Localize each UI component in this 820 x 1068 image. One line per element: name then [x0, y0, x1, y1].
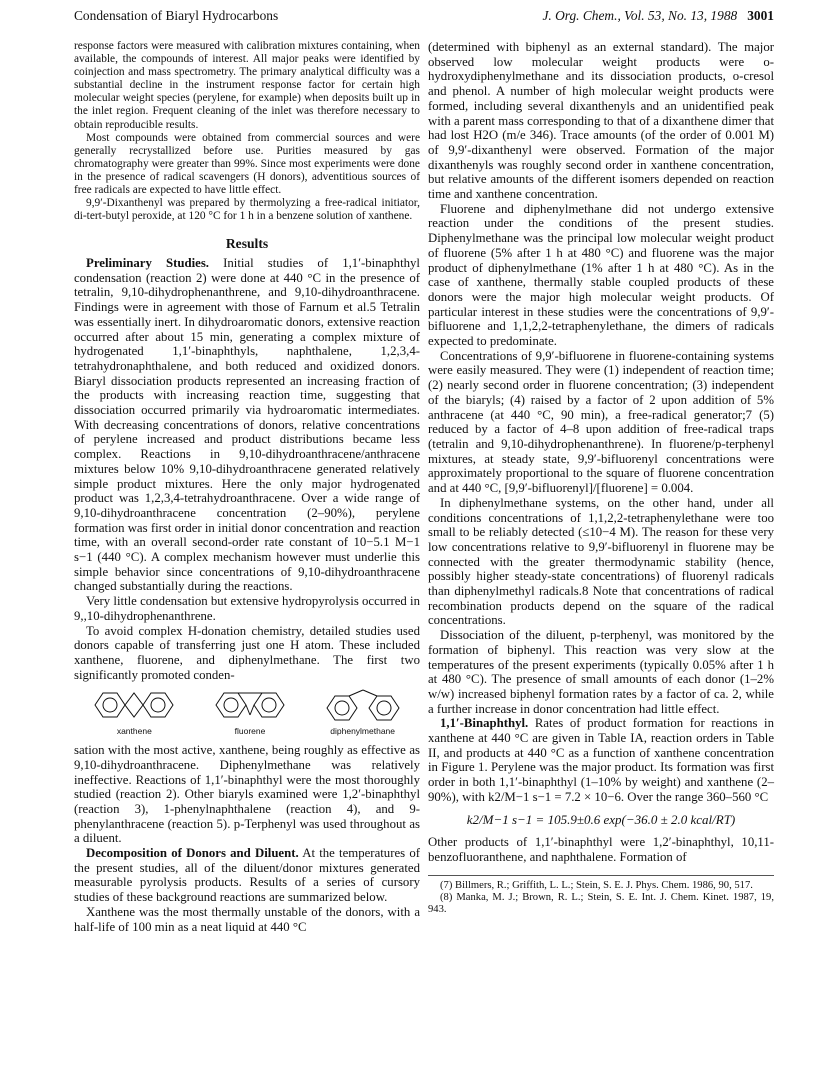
paragraph: Very little condensation but extensive hydropyrolysis occurred in 9,,10-dihydrophenanthrene. [74, 594, 420, 623]
paragraph: Dissociation of the diluent, p-terphenyl, was monitored by the formation of biphenyl. This reaction was very slow at the temperatures of the present experiments (typically 0.05% after 1 h at 480 °C). The presence of small amounts of each donor (1–2% w/w) increased biphenyl formation rates by a factor of ca. 2, while a further increase in donor concentration had little effect. [428, 628, 774, 716]
runin-heading: Preliminary Studies. [86, 256, 209, 271]
paragraph: Other products of 1,1′-binaphthyl were 1,2′-binaphthyl, 10,11-benzofluoranthene, and naphthalene. Formation of [428, 835, 774, 864]
paragraph: Xanthene was the most thermally unstable of the donors, with a half-life of 100 min as a neat liquid at 440 °C [74, 904, 420, 934]
page-number: 3001 [747, 8, 774, 23]
structure-label: fluorene [234, 726, 266, 737]
diphenylmethane-diagram [323, 688, 403, 722]
paragraph: 9,9′-Dixanthenyl was prepared by thermolyzing a free-radical initiator, di-tert-butyl peroxide, at 120 °C for 1 h in a benzene solution of xanthene. [74, 197, 420, 223]
paragraph-decomposition: Decomposition of Donors and Diluent. At the temperatures of the present studies, all of the diluent/donor mixtures generated measurable pyrolysis products. Results of a series of cursory studies of these background reactions are summarized below. [74, 846, 420, 905]
section-heading-results: Results [225, 236, 269, 252]
fluorene-structure [212, 688, 288, 739]
fluorene-diagram [212, 688, 288, 722]
paragraph: Concentrations of 9,9′-bifluorene in fluorene-containing systems were easily measured. They were (1) independent of reaction time; (2) nearly second order in fluorene concentration; (3) independent of the biaryls; (4) raised by a factor of 2 upon addition of 5% anthracene (at 440 °C, 90 min), a free-radical generator;7 (5) reduced by a factor of 4–8 upon addition of free-radical traps (tetralin and 9,10-dihydrophenanthrene). In fluorene/p-terphenyl mixtures, at steady state, 9,9′-bifluorenyl concentrations were approximately proportional to the square of fluorene concentration and at 440 °C, [9,9′-bifluorenyl]/[fluorene] = 0.004. [428, 348, 774, 496]
paragraph: Most compounds were obtained from commercial sources and were generally recrystallized before use. Purities measured by gas chromatography were greater than 99%. Since most experiments were done in the presence of radical scavengers (H donors), adventitious sources of free radicals are expected to have little effect. [74, 131, 420, 197]
paragraph-preliminary: Preliminary Studies. Initial studies of 1,1′-binaphthyl condensation (reaction 2) were done at 440 °C in the presence of tetralin, 9,10-dihydrophenanthrene, and 9,10-dihydroanthracene. Findings were in agreement with those of Farnum et al.5 Tetralin was essentially inert. In dihydroaromatic donors, extensive reaction occurred after about 15 min, generating a complex mixture of hydrogenated 1,1′-binaphthyls, naphthalene, 1,2,3,4-tetrahydronaphthalene, and both reduced and oxidized donors. Biaryl dissociation products represented an increasing fraction of the products with increasing reaction time, suggesting that dissociation occurred primarily via hydroaromatic intermediates. With decreasing concentrations of donors, relative concentrations of perylene increased and product distributions became less complex. Reactions in 9,10-dihydroanthracene/anthracene mixtures below 10% 9,10-dihydroanthracene generated relatively simple product mixtures. Here the only major hydrogenated product was 1,2,3,4-tetrahydroanthracene. Over a wide range of 9,10-dihydroanthracene concentration (2–90%), perylene formation was first order in initial donor concentration and reaction time, with an overall second-order rate constant of 10−5.1 M−1 s−1 (440 °C). A complex mechanism however must underlie this simple behavior since concentrations of 9,10-dihydroanthracene changed substantially during the reactions. [74, 256, 420, 594]
left-column [74, 40, 420, 934]
structure-label: diphenylmethane [330, 726, 396, 737]
running-header [74, 8, 774, 26]
runin-heading: Decomposition of Donors and Diluent. [86, 846, 299, 861]
donor-structures [74, 688, 420, 739]
paragraph-binaphthyl: 1,1′-Binaphthyl. Rates of product formation for reactions in xanthene at 440 °C are given in Table IA, reaction orders in Table II, and products at 440 °C as a function of xanthene concentration in Figure 1. Perylene was the major product. Its formation was first order in both 1,1′-binaphthyl (1–10% by weight) and xanthene (2–90%), with k2/M−1 s−1 = 7.2 × 10−6. Over the range 360–560 °C [428, 716, 775, 804]
structure-label: xanthene [116, 726, 152, 737]
paragraph: Fluorene and diphenylmethane did not undergo extensive reaction under the conditions of the present studies. Diphenylmethane was the principal low molecular weight product of fluorene (5% after 1 h at 480 °C) and fluorene was the major product of diphenylmethane (1% after 1 h at 480 °C). As in the case of xanthene, thermally stable coupled products of these donors were the major high molecular weight products. Of particular interest in these studies were the concentrations of 9,9′-bifluorene and 1,1,2,2-tetraphenylethane, the dimers of radicals expected to predominate. [428, 201, 774, 349]
paragraph: response factors were measured with calibration mixtures containing, when available, the compounds of interest. All major peaks were identified by coinjection and mass spectrometry. The primary analytical difficulty was a substantial decline in the instrument response factor for certain high molecular weight species (perylene, for example) when deposits built up in the inlet region. Frequent cleaning of the inlet was therefore necessary to obtain reproducible results. [74, 40, 420, 131]
right-column [428, 40, 774, 917]
runin-heading: 1,1′-Binaphthyl. [440, 716, 529, 731]
xanthene-diagram [91, 688, 177, 722]
paragraph: sation with the most active, xanthene, being roughly as effective as 9,10-dihydroanthracene. Diphenylmethane was relatively ineffective. Reactions of 1,1′-binaphthyl were the most thoroughly studied (reaction 2). Other biaryls examined were 1,2′-binaphthyl (reaction 3), 1-phenylnaphthalene (reaction 4), and 9-phenylanthracene (reaction 5). p-Terphenyl was used throughout as a diluent. [74, 743, 420, 846]
footnotes [428, 875, 774, 917]
paragraph: (determined with biphenyl as an external standard). The major observed low molecular weight products were o-hydroxydiphenylmethane and its dissociation products, o-cresol and phenol. A number of high molecular weight products were formed, including several dixanthenyls and an unidentified peak with a parent mass corresponding to that of a dixanthene dimer that had lost H2O (m/e 346). Trace amounts (of the order of 0.001 M) of 9,9′-dixanthenyl were observed. Formation of the major dixanthenyls was roughly second order in xanthene concentration, but relative amounts of the different isomers depended on reaction time and xanthene concentration. [428, 40, 774, 202]
xanthene-structure [91, 688, 177, 739]
reference-8: (8) Manka, M. J.; Brown, R. L.; Stein, S. E. Int. J. Chem. Kinet. 1987, 19, 943. [428, 892, 774, 916]
running-title: Condensation of Biaryl Hydrocarbons [74, 8, 279, 23]
reference-7: (7) Billmers, R.; Griffith, L. L.; Stein, S. E. J. Phys. Chem. 1986, 90, 517. [440, 879, 753, 891]
paragraph: To avoid complex H-donation chemistry, detailed studies used donors capable of transferring just one H atom. These included xanthene, fluorene, and diphenylmethane. The first two significantly promoted conden- [74, 623, 420, 682]
paragraph: In diphenylmethane systems, on the other hand, under all conditions concentrations of 1,1,2,2-tetraphenylethane were too small to be reliably detected (≤10−4 M). The reason for these very low concentrations relative to 9,9′-bifluorenyl in fluorene may be connected with the greater thermodynamic stability (hence, possibly higher steady-state concentrations) of fluorenyl radicals than diphenylmethyl radicals.8 Note that concentrations of radical recombination products depend on the square of the radical concentrations. [428, 495, 774, 628]
diphenylmethane-structure [323, 688, 403, 739]
rate-equation: k2/M−1 s−1 = 105.9±0.6 exp(−36.0 ± 2.0 kcal/RT) [466, 811, 736, 827]
journal-citation: J. Org. Chem., Vol. 53, No. 13, 1988 3001 [542, 8, 774, 23]
